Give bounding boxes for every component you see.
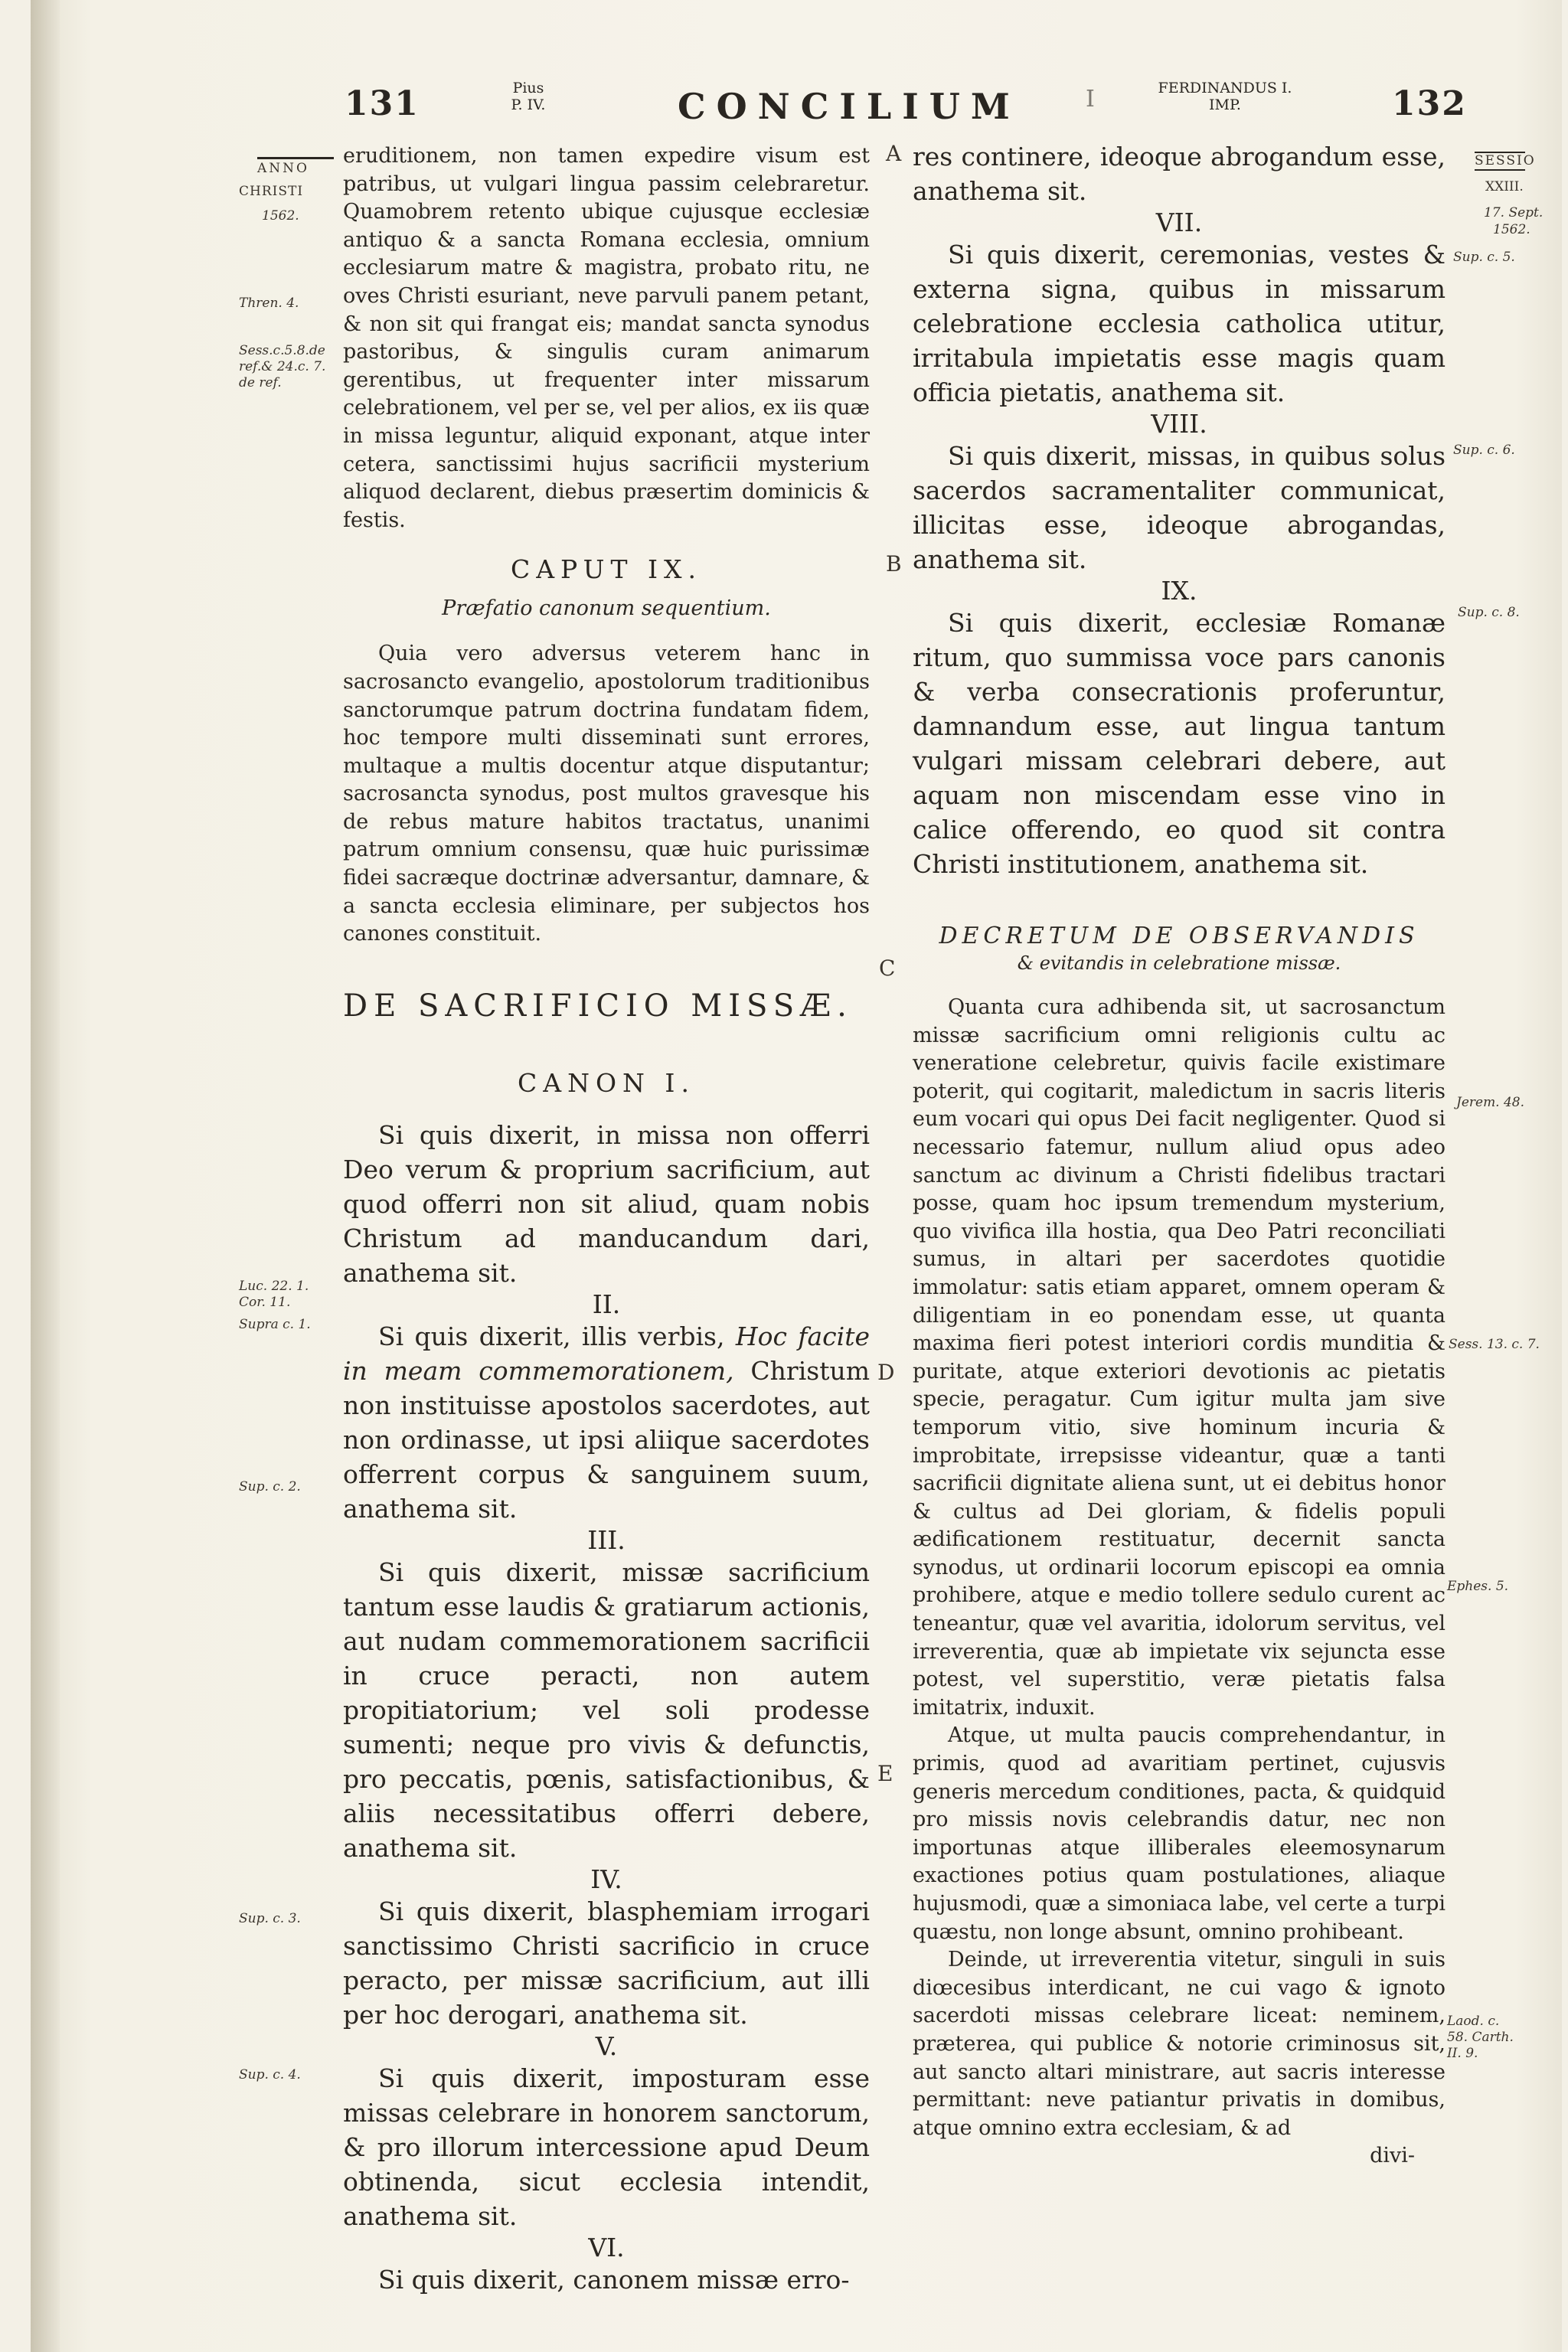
canon-2-text-a: Si quis dixerit, illis verbis, [378,1321,725,1351]
note-sessio-date: 17. Sept. [1484,205,1544,220]
decretum-paragraph-3: Deinde, ut irreverentia vitetur, singuli in suis diœcesibus interdicant, ne cui vago & ignoto sacerdoti missas celebrare liceat: neminem, præterea, qui publice & notorie criminosus sit, aut sancto altari ministrare, aut sacris interesse permittant: neve patiantur privatis in domibus, atque omnino extra ecclesiam, & ad [913,1948,1446,2140]
note-sup-c8: Sup. c. 8. [1458,605,1520,620]
note-sess13: Sess. 13. c. 7. [1449,1337,1540,1352]
note-sup-c4: Sup. c. 4. [239,2067,301,2082]
page-gutter [31,0,60,2352]
canon-8-number: VIII. [1151,409,1207,439]
note-christi: CHRISTI [239,184,304,199]
decretum-subtitle: & evitandis in celebratione missæ. [1017,952,1341,974]
section-letter-b: B [886,551,902,577]
canon-8: Si quis dixerit, missas, in quibus solus sacerdos sacramentaliter communicat, illicitas esse, ideoque abrogandas, anathema sit. [913,441,1446,574]
page-number-left: 131 [345,84,420,123]
canon-7: Si quis dixerit, ceremonias, vestes & externa signa, quibus in missarum celebratione ecclesia catholica utitur, irritabula impietatis esse magis quam officia pietatis, anathema sit. [913,240,1446,407]
decretum-paragraph-1: Quanta cura adhibenda sit, ut sacrosanctum missæ sacrificium omni religionis cultu ac veneratione celebretur, quivis facile existimare poterit, qui cogitarit, maledictum in sacris literis eum vocari qui opus Dei facit negligenter. Quod si necessario fatemur, nullum aliud opus adeo sanctum ac divinum a Christi fidelibus tractari posse, quam hoc ipsum tremendum mysterium, quo vivifica illa hostia, qua Deo Patri reconciliati sumus, in altari per sacerdotes quotidie immolatur: satis etiam apparet, omnem operam & diligentiam in eo ponendam esse, ut quanta maxima fieri potest interiori cordis munditia & puritate, atque exteriori devotionis ac pietatis specie, peragatur. Cum igitur multa jam sive temporum vitio, sive hominum incuria & improbitate, irrepsisse videantur, quæ a tanti sacrificii dignitate aliena sunt, ut ei debitus honor & cultus ad Dei gloriam, & fidelis populi ædificationem restituatur, decernit sancta synodus, ut ordinarii locorum episcopi ea omnia prohibere, atque e medio tollere sedulo curent ac teneantur, quæ vel avaritia, idolorum servitus, vel irreverentia, quæ ab impietate vix sejuncta esse potest, vel superstitio, veræ pietatis falsa imitatrix, induxit. [913,995,1446,1720]
section-letter-a: A [886,141,902,166]
canon-9: Si quis dixerit, ecclesiæ Romanæ ritum, quo summissa voce pars canonis & verba consecrationis proferuntur, damnandum esse, aut lingua tantum vulgari missam celebrari debere, aut aquam non miscendam esse vino in calice offerendo, eo quod sit contra Christi institutionem, anathema sit. [913,608,1446,879]
decretum-paragraph-2: Atque, ut multa paucis comprehendantur, in primis, quod ad avaritiam pertinet, cujusvis generis mercedum conditiones, pacta, & quidquid pro missis novis celebrandis datur, nec non importunas atque illiberales eleemosynarum exactiones potius quam postulationes, aliaque hujusmodi, quæ a simoniaca labe, vel certe a turpi quæstu, non longe absunt, omnino prohibeant. [913,1723,1446,1944]
page-number-right: 132 [1392,84,1467,123]
note-jerem: Jerem. 48. [1456,1095,1525,1110]
pope-line2: P. IV. [511,96,546,113]
decretum-title: DECRETUM DE OBSERVANDIS [939,923,1419,949]
canon-2-quote: Hoc facite in meam commemorationem, [343,1321,870,1386]
canon-5: Si quis dixerit, imposturam esse missas celebrare in honorem sanctorum, & pro illorum intercessione apud Deum obtinenda, sicut ecclesia intendit, anathema sit. [343,2063,870,2231]
canon-1: Si quis dixerit, in missa non offerri Deo verum & proprium sacrificium, aut quod offerri non sit aliud, quam nobis Christum ad manducandum dari, anathema sit. [343,1119,870,1288]
pope-heading [498,80,559,113]
catchword: divi- [1370,2144,1415,2168]
note-supra-c1: Supra c. 1. [239,1317,311,1332]
canon-2-number: II. [592,1289,621,1319]
note-year: 1562. [262,208,299,224]
note-sup-c3: Sup. c. 3. [239,1911,301,1926]
running-title: CONCILIUM [678,86,1021,127]
canon-9-number: IX. [1161,576,1197,606]
note-sessio-year: 1562. [1493,222,1530,237]
canon-5-number: V. [595,2030,618,2061]
section-letter-d: D [877,1360,895,1385]
praefatio-paragraph: Quia vero adversus veterem hanc in sacrosancto evangelio, apostolorum traditionibus sanctorumque patrum doctrina fundatam fidem, hoc tempore multi disseminati sunt errores, multaque a multis docentur atque disputantur; sacrosancta synodus, post multos gravesque his de rebus mature habitos tractatus, unanimi patrum omnium consensu, quæ huic purissimæ fidei sacræque doctrinæ adversantur, damnare, & a sancta ecclesia eliminare, per subjectos hos canones constituit. [343,642,870,946]
emperor-heading [1133,80,1317,113]
note-thren: Thren. 4. [239,296,299,311]
canon-heading: CANON I. [518,1067,695,1098]
pencil-mark: I [1086,86,1095,113]
section-letter-c: C [879,956,896,981]
note-sup-c6: Sup. c. 6. [1453,443,1515,458]
canon-6-number: VI. [588,2232,625,2262]
note-ephes: Ephes. 5. [1447,1579,1509,1594]
canon-3: Si quis dixerit, missæ sacrificium tantum esse laudis & gratiarum actionis, aut nudam commemorationem sacrificii in cruce peracti, non autem propitiatorium; vel soli prodesse sumenti; neque pro vivis & defunctis, pro peccatis, pœnis, satisfactionibus, & aliis necessitatibus offerri debere, anathema sit. [343,1557,870,1863]
canon-4-number: IV. [590,1864,622,1894]
section-letter-e: E [877,1761,893,1786]
note-laod: Laod. c. 58. Carth. II. 9. [1447,2014,1514,2061]
caput-heading: CAPUT IX. [510,554,703,585]
de-sacrificio-heading: DE SACRIFICIO MISSÆ. [343,988,853,1024]
left-column [343,142,870,2297]
note-sessio: SESSIO [1475,152,1525,171]
caput-subtitle: Præfatio canonum sequentium. [442,596,771,621]
note-sup-c2: Sup. c. 2. [239,1479,301,1494]
canon-6: Si quis dixerit, canonem missæ erro- [378,2264,850,2295]
canon-3-number: III. [587,1524,626,1555]
emperor-line2: IMP. [1209,96,1241,113]
note-luc: Luc. 22. 1. Cor. 11. [239,1279,309,1310]
canon-4: Si quis dixerit, blasphemiam irrogari sanctissimo Christi sacrificio in cruce peracto, per missæ sacrificium, aut illi per hoc derogari, anathema sit. [343,1896,870,2030]
note-anno: ANNO [257,157,334,177]
right-column [913,139,1446,2171]
note-sess-ref: Sess.c.5.8.de ref.& 24.c. 7. de ref. [239,343,326,390]
intro-paragraph: eruditionem, non tamen expedire visum est patribus, ut vulgari lingua passim celebraretur. Quamobrem retento ubique cujusque ecclesiæ antiquo & a sancta Romana ecclesia, omnium ecclesiarum matre & magistra, probato ritu, ne oves Christi esuriant, neve parvuli panem petant, & non sit qui frangat eis; mandat sancta synodus pastoribus, & singulis curam animarum gerentibus, ut frequenter inter missarum celebrationem, vel per se, vel per alios, ex iis quæ in missa leguntur, aliquid exponant, atque inter cetera, sanctissimi hujus sacrificii mysterium aliquod declarent, diebus præsertim dominicis & festis. [343,144,870,532]
pope-line1: Pius [512,80,544,96]
canon-2 [343,1319,870,1526]
canon-6-continued: res continere, ideoque abrogandum esse, anathema sit. [913,142,1446,206]
note-sessio-num: XXIII. [1485,179,1524,194]
canon-7-number: VII. [1155,207,1203,237]
note-sup-c5: Sup. c. 5. [1453,250,1515,265]
canon-2-text-b: Christum non instituisse apostolos sacerdotes, aut non ordinasse, ut ipsi aliique sacerdotes offerrent corpus & sanguinem suum, anathema sit. [343,1355,870,1524]
emperor-line1: FERDINANDUS I. [1158,80,1292,96]
